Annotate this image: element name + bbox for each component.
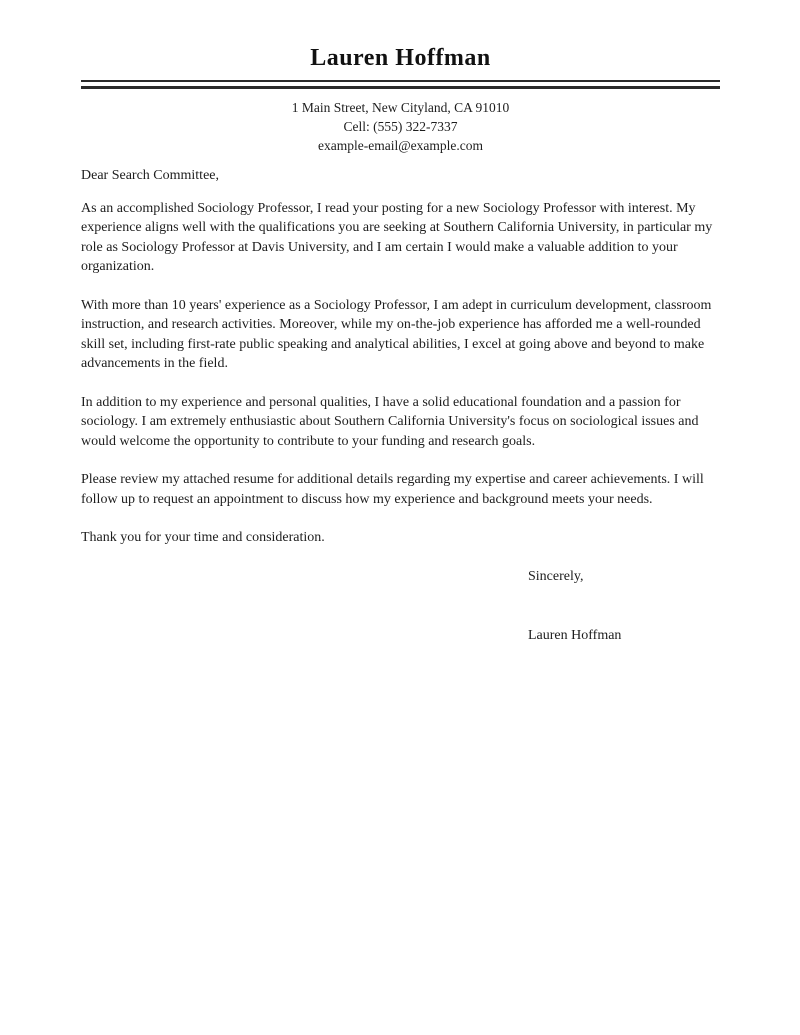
contact-phone: Cell: (555) 322-7337 (343, 119, 458, 134)
salutation: Dear Search Committee, (81, 168, 220, 183)
letter-header (81, 44, 720, 155)
contact-address: 1 Main Street, New Cityland, CA 91010 (291, 100, 510, 115)
paragraph-introduction: As an accomplished Sociology Professor, I read your posting for a new Sociology Professor with interest. My experience aligns well with the qualifications you are seeking at Southern California University, in particular my role as Sociology Professor at Davis University, and I am certain I would make a valuable addition to your organization. (81, 200, 713, 274)
paragraph-thanks: Thank you for your time and consideration. (81, 530, 325, 545)
page-title: Lauren Hoffman (310, 45, 491, 71)
closing: Sincerely, (528, 568, 584, 584)
paragraph-resume-followup: Please review my attached resume for additional details regarding my expertise and career achievements. I will follow up to request an appointment to discuss how my experience and background meets your needs. (81, 472, 704, 507)
contact-block (81, 98, 720, 155)
contact-email: example-email@example.com (318, 138, 483, 153)
signature-block (81, 567, 720, 646)
header-divider (81, 80, 720, 89)
paragraph-experience: With more than 10 years' experience as a Sociology Professor, I am adept in curriculum development, classroom instruction, and research activities. Moreover, while my on-the-job experience has afforded me a well-rounded skill set, including first-rate public speaking and analytical abilities, I excel at going above and beyond to make advancements in the field. (81, 297, 712, 371)
paragraph-education: In addition to my experience and personal qualities, I have a solid educational foundation and a passion for sociology. I am extremely enthusiastic about Southern California University's focus on sociological issues and would welcome the opportunity to contribute to your funding and research goals. (81, 394, 699, 449)
signature-name: Lauren Hoffman (528, 628, 622, 643)
letter-body (81, 166, 720, 646)
